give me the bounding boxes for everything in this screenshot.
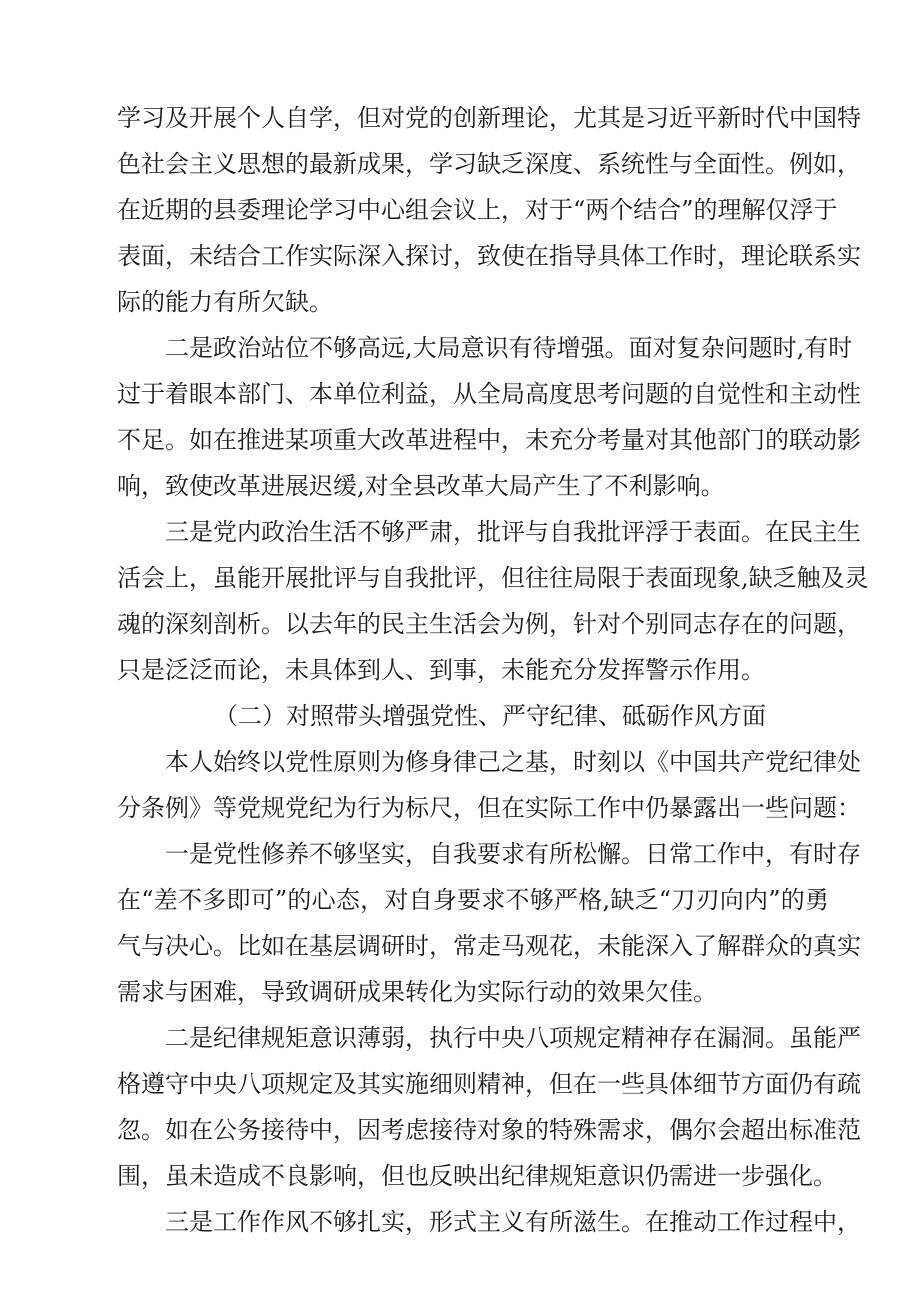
text-line: 活会上，虽能开展批评与自我批评，但往往局限于表面现象,缺乏触及灵	[117, 564, 869, 592]
text-line: 格遵守中央八项规定及其实施细则精神，但在一些具体细节方面仍有疏	[117, 1070, 861, 1098]
text-line: 色社会主义思想的最新成果，学习缺乏深度、系统性与全面性。例如，	[117, 150, 861, 178]
text-line: 只是泛泛而论，未具体到人、到事，未能充分发挥警示作用。	[117, 656, 765, 684]
paragraph-start-line: 二是纪律规矩意识薄弱，执行中央八项规定精神存在漏洞。虽能严	[165, 1024, 861, 1052]
paragraph-start-line: 三是党内政治生活不够严肃，批评与自我批评浮于表面。在民主生	[165, 518, 861, 546]
text-line: 围，虽未造成不良影响，但也反映出纪律规矩意识仍需进一步强化。	[117, 1162, 837, 1190]
text-line: 忽。如在公务接待中，因考虑接待对象的特殊需求，偶尔会超出标准范	[117, 1116, 861, 1144]
text-line: 学习及开展个人自学，但对党的创新理论，尤其是习近平新时代中国特	[117, 104, 861, 132]
paragraph-start-line: 三是工作作风不够扎实，形式主义有所滋生。在推动工作过程中，	[165, 1208, 861, 1236]
text-line: 分条例》等党规党纪为行为标尺，但在实际工作中仍暴露出一些问题：	[117, 794, 861, 822]
paragraph-start-line: 一是党性修养不够坚实，自我要求有所松懈。日常工作中，有时存	[165, 840, 861, 868]
text-line: 魂的深刻剖析。以去年的民主生活会为例，针对个别同志存在的问题，	[117, 610, 861, 638]
text-line: 在“差不多即可”的心态，对自身要求不够严格,缺乏“刀刃向内”的勇	[117, 886, 829, 914]
paragraph-start-line: 本人始终以党性原则为修身律己之基，时刻以《中国共产党纪律处	[165, 748, 861, 776]
text-line: 过于着眼本部门、本单位利益，从全局高度思考问题的自觉性和主动性	[117, 380, 861, 408]
section-heading: （二）对照带头增强党性、严守纪律、砥砺作风方面	[214, 702, 766, 730]
text-line: 响，致使改革进展迟缓,对全县改革大局产生了不利影响。	[117, 472, 725, 500]
text-line: 在近期的县委理论学习中心组会议上，对于“两个结合”的理解仅浮于	[117, 196, 838, 224]
paragraph-start-line: 二是政治站位不够高远,大局意识有待增强。面对复杂问题时,有时	[165, 334, 853, 362]
text-line: 际的能力有所欠缺。	[117, 288, 333, 316]
text-line: 气与决心。比如在基层调研时，常走马观花，未能深入了解群众的真实	[117, 932, 861, 960]
text-line: 需求与困难，导致调研成果转化为实际行动的效果欠佳。	[117, 978, 717, 1006]
text-line: 表面，未结合工作实际深入探讨，致使在指导具体工作时，理论联系实	[117, 242, 861, 270]
text-line: 不足。如在推进某项重大改革进程中，未充分考量对其他部门的联动影	[117, 426, 861, 454]
